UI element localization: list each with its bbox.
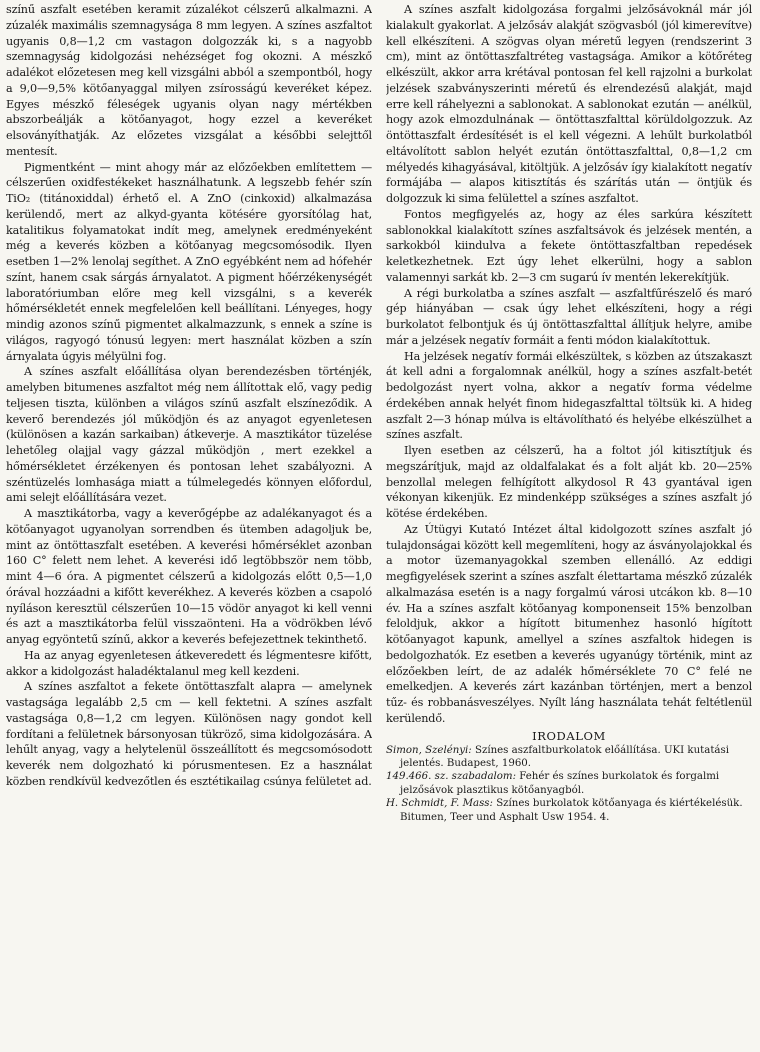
paragraph-alapra: A színes aszfaltot a fekete öntöttaszfalt alapra — amelynek vastagsága legalább 2,5 cm — kell fektetni. A színes aszfalt vastagsága 0,8—1,2 cm legyen. Különösen nagy gondot kell fordítani a felületnek bársonyosan tükröző, sima kidolgozására. A lehűlt anyag, vagy a helytelenül összeállított és megcsomósodott keverék nem dolgozható ki pórusmentesen. Ez a használat közben rendkívül kedvezőtlen és esztétikailag csúnya felületet ad.: [6, 680, 372, 788]
reference-item: [386, 797, 752, 824]
reference-text: Fehér és színes burkolatok és forgalmi jelzősávok plasztikus kötőanyagból.: [400, 771, 720, 796]
paragraph-berendezes: A színes aszfalt előállítása olyan berendezésben történjék, amelyben bitumenes aszfaltot még nem állítottak elő, vagy pedig teljesen tiszta, különben a világos színű aszfalt elszíneződik. A keverő berendezés jól működjön és az anyagot egyenletesen (különösen a kazán sarkaiban) átkeverje. A masztikátor tüzelése lehetőleg olajjal vagy gázzal működjön , mert ezekkel a hőmérsékletet érzékenyen és pontosan lehet szabályozni. A széntüzelés lomhasága miatt a túlmelegedés könnyen előfordul, ami selejt előállítására vezet.: [6, 365, 372, 505]
left-column: [6, 2, 372, 1052]
paragraph-negativ-forma: Ha jelzések negatív formái elkészültek, s közben az útszakaszt át kell adni a forgalomnak anélkül, hogy a színes aszfalt-betét bedolgozást nyert volna, akkor a negatív forma védelme érdekében annak helyét finom hidegaszfalttal töltsük ki. A hideg aszfalt 2—3 hónap múlva is eltávolítható és helyébe elkészülhet a színes aszfalt.: [386, 349, 752, 442]
paragraph-jelzosav: A színes aszfalt kidolgozása forgalmi jelzősávoknál már jól kialakult gyakorlat. A jelzősáv alakját szögvasból (jól kimerevítve) kell elkészíteni. A szögvas olyan méretű legyen (rendszerint 3 cm), mint az öntöttaszfaltréteg vastagsága. Amikor a kötőréteg elkészült, akkor arra krétával pontosan fel kell rajzolni a burkolat jelzések szabványszerinti méretű és elrendezésű alakját, majd erre kell ráhelyezni a sablonokat. A sablonokat ezután — anélkül, hogy azok elmozdulnának — öntöttaszfalttal körüldolgozzuk. Az öntöttaszfalt érdesítését is el kell végezni. A lehűlt burkolatból eltávolított sablon helyét ezután öntöttaszfalttal, 0,8—1,2 cm mélyedés kihagyásával, kitöltjük. A jelzősáv így kialakított negatív formájába — alapos kitisztítás és szárítás után — öntjük és dolgozzuk ki sima felülettel a színes aszfaltot.: [386, 3, 752, 205]
paragraph-zuzalek: színű aszfalt esetében keramit zúzalékot célszerű alkalmazni. A zúzalék maximális szemnagysága 8 mm legyen. A színes aszfaltot ugyanis 0,8—1,2 cm vastagon dolgozzák ki, s a nagyobb szemnagyság kidolgozási nehézséget fog okozni. A mészkő adalékot előzetesen meg kell vizsgálni abból a szempontból, hogy a 9,0—9,5% kötőanyaggal milyen zsírosságú keveréket képez. Egyes mészkő féleségek ugyanis olyan nagy mértékben abszorbeálják a kötőanyagot, hogy ezzel a keveréket elsoványíthatják. Az előzetes vizsgálat a későbbi selejttől mentesít.: [6, 3, 372, 158]
paragraph-pigment-rest: ₂ (titánoxiddal) érhető el. A ZnO (cinkoxid) alkalmazása kerülendő, mert az alkyd-gyanta kötésére gyorsítólag hat, katalitikus folyamatokat indít meg, amelynek eredményeként még a keverés közben a kötőanyag megcsomósodik. Ilyen esetben 1—2% lenolaj segíthet. A ZnO egyébként nem ad hófehér színt, hanem csak sárgás árnyalatot. A pigment hőérzékenységét laboratóriumban előre meg kell vizsgálni, s a keverék hőmérsékletét ennek megfelelően kell beállítani. Lényeges, hogy mindig azonos színű pigmentet alkalmazzunk, s ennek a színe is világos, ragyogó tónusú legyen: mert használat közben a szín árnyalata úgyis mélyülni fog.: [6, 192, 372, 363]
references-title: IRODALOM: [532, 728, 606, 743]
paragraph-tulajdonsagok: Az Útügyi Kutató Intézet által kidolgozott színes aszfalt jó tulajdonságai között kell megemlíteni, hogy az ásványolajokkal és a motor üzemanyagokkal szemben ellenálló. Az eddigi megfigyelések szerint a színes aszfalt élettartama mészkő zúzalék alkalmazása esetén is a nagy forgalmú városi utcákon kb. 8—10 év. Ha a színes aszfalt kötőanyag komponenseit 15% benzolban feloldjuk, akkor a hígított bitumenhez hasonló hígított kötőanyagot kapunk, amellyel a színes aszfaltok hidegen is bedolgozhatók. Ez esetben a keverés ugyanúgy történik, mint az előzőekben leírt, de az adalék hőmérséklete 70 C° felé ne emelkedjen. A keverés zárt kazánban történjen, mert a benzol tűz- és robbanásveszélyes. Nyílt láng használata tehát feltétlenül kerülendő.: [386, 522, 752, 725]
paragraph-masztikator: A masztikátorba, vagy a keverőgépbe az adalékanyagot és a kötőanyagot ugyanolyan sorrendben és ütemben adagoljuk be, mint az öntöttaszfalt esetében. A keverési hőmérséklet azonban 160 C° felett nem lehet. A keverési idő legtöbbször nem több, mint 4—6 óra. A pigmentet célszerű a kidolgozás előtt 0,5—1,0 órával hozzáadni a kifőtt keverékhez. A keverés közben a csapoló nyíláson keresztül célszerűen 10—15 vödör anyagot ki kell venni és azt a masztikátorba felül visszaönteni. Ha a vödrökben lévő anyag egyöntetű színű, akkor a keverés befejezettnek tekinthető.: [6, 507, 372, 646]
right-column: [386, 2, 752, 1052]
reference-author: 149.466. sz. szabadalom:: [386, 771, 517, 783]
paragraph-folt: Ilyen esetben az célszerű, ha a foltot jól kitisztítjuk és megszárítjuk, majd az oldalfalakat és a folt alját kb. 20—25% benzollal melegen felhígított alkydosol R 43 gyantával igen vékonyan kikenjük. Ez mindenképp szükséges a színes aszfalt jó kötése érdekében.: [386, 444, 752, 520]
paragraph-pigment-start: Pigmentként — mint ahogy már az előzőekben említettem — célszerűen oxidfestékeket használhatunk. A legszebb fehér szín TiO: [6, 160, 372, 205]
references-list: [386, 744, 752, 824]
paragraph-pigment: [6, 160, 372, 365]
paragraph-kidolgozas: Ha az anyag egyenletesen átkeveredett és légmentesre kifőtt, akkor a kidolgozást haladéktalanul meg kell kezdeni.: [6, 648, 372, 678]
reference-item: [386, 770, 752, 797]
reference-author: Simon, Szelényi:: [386, 744, 472, 756]
reference-author: H. Schmidt, F. Mass:: [386, 798, 493, 810]
paragraph-regi-burkolat: A régi burkolatba a színes aszfalt — aszfaltfűrészelő és maró gép hiányában — csak úgy lehet elkészíteni, hogy a régi burkolatot felbontjuk és új öntöttaszfalttal állítjuk helyre, amibe már a jelzések negatív formáit a fenti módon kialakítottuk.: [386, 286, 752, 347]
reference-item: [386, 744, 752, 771]
reference-text: Színes burkolatok kötőanyaga és kiértékelésük. Bitumen, Teer und Asphalt Usw 1954. 4.: [400, 798, 743, 823]
reference-text: Színes aszfaltburkolatok előállítása. UKI kutatási jelentés. Budapest, 1960.: [400, 744, 729, 769]
paragraph-sablon: Fontos megfigyelés az, hogy az éles sarkúra készített sablonokkal kialakított színes aszfaltsávok és jelzések mentén, a sarkokból kiindulva a fekete öntöttaszfaltban repedések keletkezhetnek. Ezt úgy lehet elkerülni, hogy a sablon valamennyi sarkát kb. 2—3 cm sugarú ív mentén lekerekítjük.: [386, 207, 752, 284]
